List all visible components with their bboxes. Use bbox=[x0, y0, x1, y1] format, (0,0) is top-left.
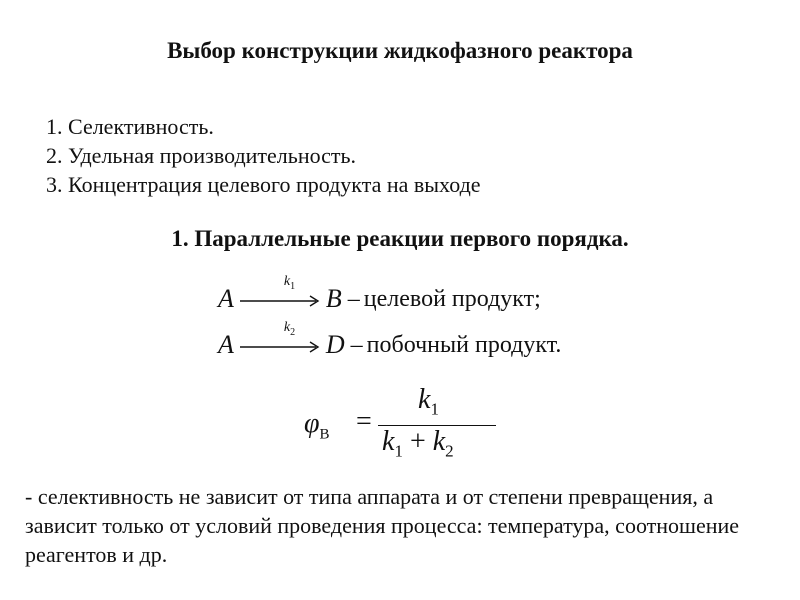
criteria-item: 1. Селективность. bbox=[46, 114, 214, 139]
rate-constant: $k_1$ bbox=[283, 274, 296, 292]
reaction-1 bbox=[218, 274, 541, 314]
dash: – bbox=[350, 331, 363, 358]
rate-constant: $k_2$ bbox=[283, 320, 296, 338]
reactant: A bbox=[218, 330, 234, 359]
criteria-item: 2. Удельная производительность. bbox=[46, 143, 357, 168]
dash: – bbox=[347, 285, 360, 312]
reaction-2 bbox=[218, 320, 562, 360]
product-description: побочный продукт. bbox=[366, 331, 562, 358]
reaction-arrow-icon bbox=[238, 320, 322, 360]
product: B bbox=[325, 284, 342, 313]
section-subtitle: 1. Параллельные реакции первого порядка. bbox=[171, 226, 629, 251]
product-description: целевой продукт; bbox=[363, 285, 541, 312]
criteria-list bbox=[46, 112, 481, 199]
product: D bbox=[325, 330, 345, 359]
slide-title: Выбор конструкции жидкофазного реактора bbox=[167, 38, 633, 63]
formula-equals: = bbox=[356, 406, 372, 437]
selectivity-formula bbox=[300, 384, 500, 464]
formula-lhs: $\varphi_B$ bbox=[304, 408, 330, 443]
formula-numerator: $k_1$ bbox=[418, 384, 439, 419]
reaction-arrow-icon bbox=[238, 274, 322, 314]
formula-denominator: $k_1 + k_2$ bbox=[382, 426, 454, 461]
selectivity-note: - селективность не зависит от типа аппарата и от степени превращения, а зависит только от условий проведения процесса: температура, соотношение реагентов и др. bbox=[25, 484, 740, 567]
reactant: A bbox=[218, 284, 234, 313]
criteria-item: 3. Концентрация целевого продукта на выходе bbox=[46, 172, 481, 197]
